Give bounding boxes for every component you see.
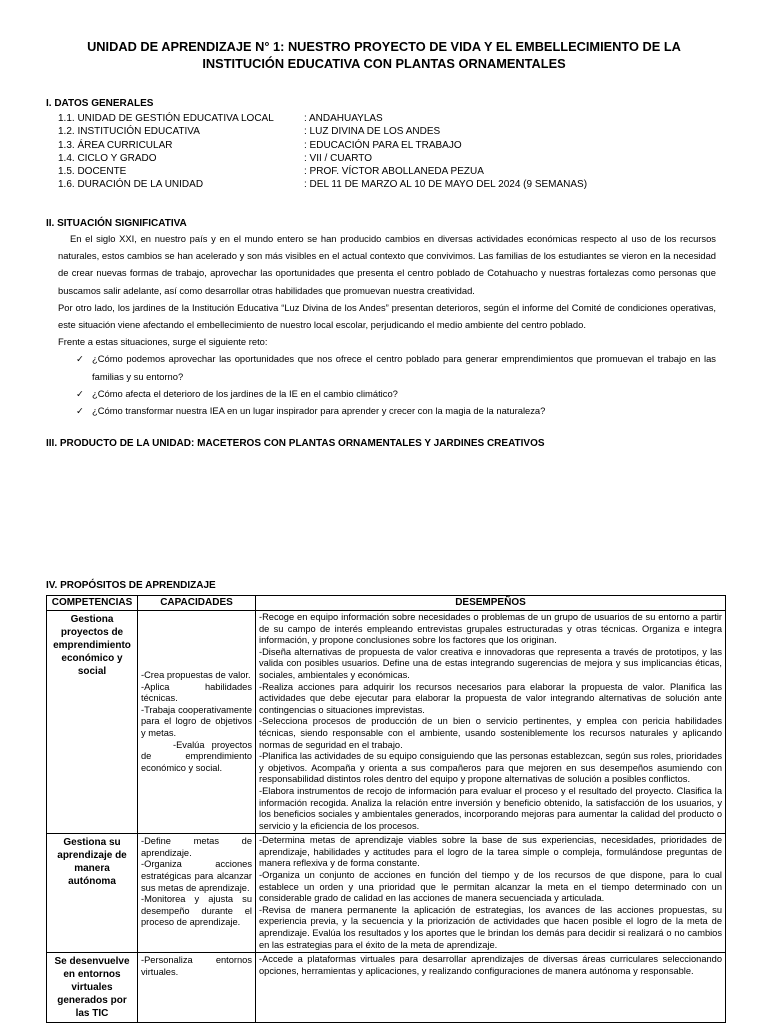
question-text: ¿Cómo podemos aprovechar las oportunidades que nos ofrece el centro poblado para generar emprendimientos que promuevan el trabajo en las familias y su entorno? [92, 353, 716, 382]
competencia-cell: Gestiona proyectos de emprendimiento económico y social [47, 611, 138, 834]
datos-label: 1.2. INSTITUCIÓN EDUCATIVA [58, 126, 200, 138]
column-header-desempenos: DESEMPEÑOS [256, 596, 726, 611]
checkmark-icon: ✓ [76, 405, 84, 417]
datos-generales-heading: I. DATOS GENERALES [46, 98, 154, 109]
datos-value: : EDUCACIÓN PARA EL TRABAJO [304, 139, 462, 151]
question-text: ¿Cómo transformar nuestra IEA en un lugar inspirador para aprender y crecer con la magia de la naturaleza? [92, 405, 546, 417]
question-text: ¿Cómo afecta el deterioro de los jardines de la IE en el cambio climático? [92, 387, 398, 399]
capacidad-item: -Monitorea y ajusta su desempeño durante el proceso de aprendizaje. [141, 894, 252, 928]
datos-row [58, 178, 587, 191]
desempeno-item: -Determina metas de aprendizaje viables sobre la base de sus experiencias, necesidades, prioridades de aprendizaje, habilidades y actitudes para el logro de la tarea simple o compleja, formulándose preguntas de manera reflexiva y de forma constante. [259, 835, 722, 869]
capacidad-item: -Trabaja cooperativamente para el logro de objetivos y metas. [141, 704, 252, 738]
table-row [47, 953, 726, 1023]
datos-generales-list [58, 112, 587, 192]
datos-label: 1.3. ÁREA CURRICULAR [58, 139, 173, 151]
situacion-heading: II. SITUACIÓN SIGNIFICATIVA [46, 218, 187, 229]
list-item [76, 350, 716, 384]
competencia-cell: Se desenvuelve en entornos virtuales generados por las TIC [47, 953, 138, 1023]
datos-label: 1.5. DOCENTE [58, 166, 127, 178]
capacidades-cell [138, 834, 256, 953]
capacidades-cell [138, 953, 256, 1023]
desempeno-item: -Planifica las actividades de su equipo consiguiendo que las personas establezcan, según sus roles, prioridades y objetivos. Acompaña y orienta a sus compañeros para que mejoren en sus desempeños asumiendo con responsabilidad distintos roles dentro del equipo y propone alternativas de solución a posibles conflictos. [259, 751, 722, 785]
datos-row [58, 112, 587, 125]
desempeno-item: -Organiza un conjunto de acciones en función del tiempo y de los recursos de que dispone, para lo cual establece un orden y una prioridad que le permitan alcanzar la meta en el tiempo determinado con un considerable grado de calidad en las acciones de manera secuenciada y articulada. [259, 870, 722, 904]
table-header-row [47, 596, 726, 611]
capacidad-item: -Personaliza entornos virtuales. [141, 955, 252, 977]
desempenos-cell [256, 611, 726, 834]
desempeno-item: -Elabora instrumentos de recojo de información para evaluar el proceso y el resultado del proyecto. Clasifica la información recogida. Analiza la relación entre inversión y beneficio obtenido, la satisfacción de los usuarios, y los beneficios sociales y ambientales generados, incorporando mejoras para aumentar la calidad del producto o servicio y la eficiencia de los procesos. [259, 785, 722, 831]
datos-row [58, 152, 587, 165]
checkmark-icon: ✓ [76, 387, 84, 399]
desempeno-item: -Accede a plataformas virtuales para desarrollar aprendizajes de diversas áreas curriculares seleccionando opciones, herramientas y aplicaciones, y realizando configuraciones de manera autónoma y responsable. [259, 954, 722, 976]
propositos-heading: IV. PROPÓSITOS DE APRENDIZAJE [46, 580, 216, 591]
datos-value: : ANDAHUAYLAS [304, 113, 383, 124]
column-header-capacidades: CAPACIDADES [138, 596, 256, 611]
capacidad-item: -Evalúa proyectos de emprendimiento económico y social. [141, 739, 252, 773]
datos-value: : VII / CUARTO [304, 152, 372, 164]
list-item [76, 385, 716, 402]
datos-value: : DEL 11 DE MARZO AL 10 DE MAYO DEL 2024 (9 SEMANAS) [304, 179, 588, 191]
list-item [76, 402, 716, 419]
desempeno-item: -Diseña alternativas de propuesta de valor creativa e innovadoras que representa a través de prototipos, y las valida con posibles usuarios. Define una de estas integrando sugerencias de mejora y sus implicancias éticas, sociales, ambientales y económicas. [259, 646, 722, 680]
situacion-paragraph-2: Por otro lado, los jardines de la Institución Educativa “Luz Divina de los Andes” presentan deterioros, según el informe del Comité de condiciones operativas, este situación viene afectando el embellecimiento de nuestro local escolar, perjudicando el medio ambiente del centro poblado. [58, 301, 716, 331]
competencia-cell: Gestiona su aprendizaje de manera autónoma [47, 834, 138, 953]
capacidad-item: -Organiza acciones estratégicas para alcanzar sus metas de aprendizaje. [141, 859, 252, 893]
capacidades-cell [138, 611, 256, 834]
producto-heading: III. PRODUCTO DE LA UNIDAD: MACETEROS CON PLANTAS ORNAMENTALES Y JARDINES CREATIVOS [46, 438, 545, 449]
table-row [47, 834, 726, 953]
datos-label: 1.4. CICLO Y GRADO [58, 152, 157, 164]
checkmark-icon: ✓ [76, 353, 84, 365]
datos-row [58, 125, 587, 138]
reto-questions-list [58, 350, 716, 419]
datos-label: 1.6. DURACIÓN DE LA UNIDAD [58, 179, 204, 191]
situacion-paragraph-3: Frente a estas situaciones, surge el siguiente reto: [58, 336, 268, 348]
situacion-body [58, 230, 716, 419]
datos-row [58, 139, 587, 152]
table-row [47, 611, 726, 834]
desempeno-item: -Recoge en equipo información sobre necesidades o problemas de un grupo de usuarios de su entorno a partir de su campo de interés empleando entrevistas grupales estructuradas y otras técnicas. Organiza e integra información, y propone conclusiones sobre los factores que los originan. [259, 612, 722, 646]
datos-row [58, 165, 587, 178]
document-title: UNIDAD DE APRENDIZAJE N° 1: NUESTRO PROYECTO DE VIDA Y EL EMBELLECIMIENTO DE LA INSTITUCIÓN EDUCATIVA CON PLANTAS ORNAMENTALES [87, 39, 681, 71]
desempenos-cell [256, 953, 726, 1023]
datos-value: : LUZ DIVINA DE LOS ANDES [304, 126, 441, 138]
datos-label: 1.1. UNIDAD DE GESTIÓN EDUCATIVA LOCAL [58, 113, 274, 124]
datos-value: : PROF. VÍCTOR ABOLLANEDA PEZUA [304, 166, 484, 178]
capacidad-item: -Crea propuestas de valor. [141, 669, 251, 680]
desempeno-item: -Selecciona procesos de producción de un bien o servicio pertinentes, y emplea con pericia habilidades técnicas, siendo responsable con el ambiente, usando sosteniblemente los recursos naturales y aplicando normas de seguridad en el trabajo. [259, 716, 722, 750]
column-header-competencias: COMPETENCIAS [47, 596, 138, 611]
propositos-table [46, 595, 726, 1023]
desempeno-item: -Realiza acciones para adquirir los recursos necesarios para elaborar la propuesta de valor. Planifica las actividades que debe ejecutar para elaborar la propuesta de valor integrando alternativas de solución ante contingencias o situaciones imprevistas. [259, 681, 722, 715]
desempenos-cell [256, 834, 726, 953]
situacion-paragraph-1: En el siglo XXI, en nuestro país y en el mundo entero se han producido cambios en diversas actividades económicas respecto al uso de los recursos naturales, estos cambios se han acelerado y son más visibles en el actual contexto que convivimos. Las familias de los estudiantes se vieron en la necesidad de crear nuevas formas de trabajo, aprovechar las oportunidades que presenta el centro poblado de Cotahuacho y nuestras fortalezas como personas que buscamos salir adelante, así como desarrollar otras habilidades que promuevan nuestra creatividad. [58, 233, 716, 296]
desempeno-item: -Revisa de manera permanente la aplicación de estrategias, los avances de las acciones propuestas, su experiencia previa, y la secuencia y la priorización de actividades que hacen posible el logro de la meta de aprendizaje. Evalúa los resultados y los aportes que le brindan los demás para decidir si realizará o no cambios en las estrategias para el éxito de la meta de aprendizaje. [259, 904, 722, 950]
capacidad-item: -Define metas de aprendizaje. [141, 836, 252, 858]
capacidad-item: -Aplica habilidades técnicas. [141, 681, 252, 704]
